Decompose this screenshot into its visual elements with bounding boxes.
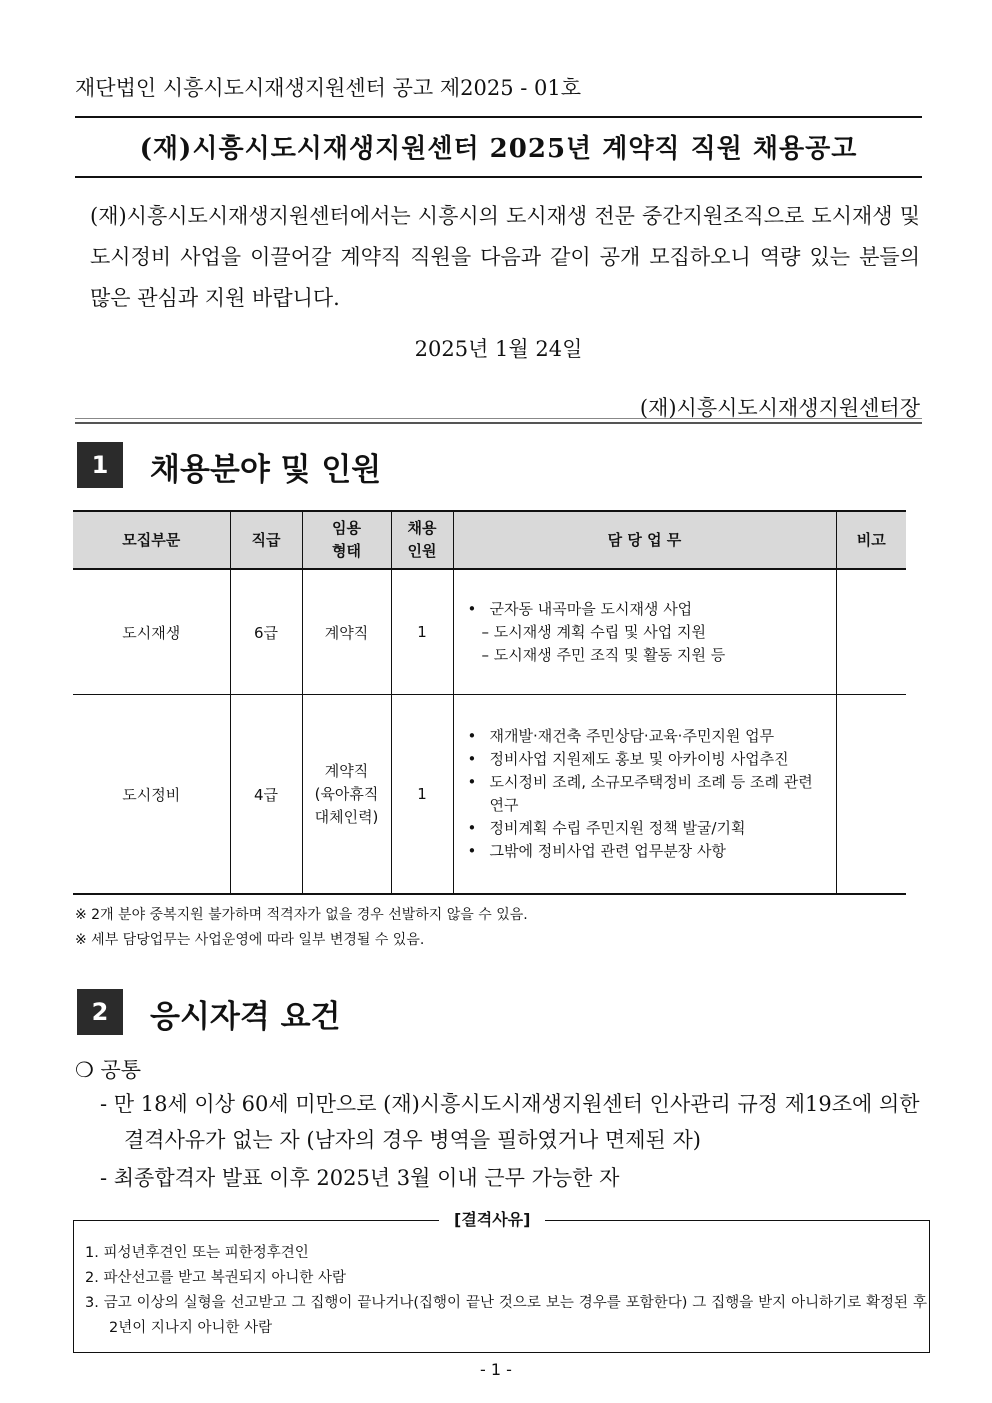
duty-item: • 그밖에 정비사업 관련 업무분장 사항: [464, 840, 828, 863]
disqualification-list: [85, 1241, 927, 1341]
announcement-date: 2025년 1월 24일: [414, 337, 583, 361]
recruitment-table: [73, 510, 906, 895]
table-row: [73, 695, 906, 895]
duty-item: • 정비사업 지원제도 홍보 및 아카이빙 사업추진: [464, 748, 828, 771]
table-row: [73, 569, 906, 695]
section-1-number: 1: [77, 442, 123, 488]
requirement-item: - 최종합격자 발표 이후 2025년 3월 이내 근무 가능한 자: [100, 1166, 620, 1190]
note-item: ※ 세부 담당업무는 사업운영에 따라 일부 변경될 수 있음.: [75, 932, 425, 948]
header-grade: 직급: [230, 511, 302, 569]
common-label: ❍ 공통: [75, 1058, 142, 1082]
duty-subitem: – 도시재생 계획 수립 및 사업 지원: [481, 622, 706, 641]
section-1-title: 채용분야 및 인원: [150, 452, 382, 488]
list-item: 2. 파산선고를 받고 복권되지 아니한 사람: [85, 1270, 346, 1286]
cell-grade: 6급: [230, 569, 302, 695]
cell-remarks: [836, 695, 906, 895]
title-top-rule: [75, 116, 922, 118]
list-item: 1. 피성년후견인 또는 피한정후견인: [85, 1245, 309, 1261]
page-title: (재)시흥시도시재생지원센터 2025년 계약직 직원 채용공고: [139, 134, 858, 164]
title-bottom-rule: [75, 176, 922, 178]
cell-duties: [453, 695, 836, 895]
requirement-item: - 만 18세 이상 60세 미만으로 (재)시흥시도시재생지원센터 인사관리 규정 제19조에 의한 결격사유가 없는 자 (남자의 경우 병역을 필하였거나 면제된 자): [100, 1092, 920, 1152]
cell-duties: [453, 569, 836, 695]
cell-employ-type: 계약직: [302, 569, 391, 695]
notice-number: 재단법인 시흥시도시재생지원센터 공고 제2025 - 01호: [75, 76, 582, 100]
signature: (재)시흥시도시재생지원센터장: [639, 396, 920, 420]
header-count: 채용 인원: [391, 511, 453, 569]
section-2-number: 2: [77, 989, 123, 1035]
duty-item: • 도시정비 조례, 소규모주택정비 조례 등 조례 관련 연구: [464, 771, 828, 817]
duty-item: • 군자동 내곡마을 도시재생 사업: [464, 598, 828, 621]
cell-count: 1: [391, 695, 453, 895]
disqualification-label: [결격사유]: [439, 1207, 545, 1230]
intro-paragraph: (재)시흥시도시재생지원센터에서는 시흥시의 도시재생 전문 중간지원조직으로 도시재생 및 도시정비 사업을 이끌어갈 계약직 직원을 다음과 같이 공개 모집하오니 역량 있는 분들의 많은 관심과 지원 바랍니다.: [90, 204, 920, 310]
table-header-row: [73, 511, 906, 569]
cell-count: 1: [391, 569, 453, 695]
duty-item: • 재개발·재건축 주민상담·교육·주민지원 업무: [464, 725, 828, 748]
list-item: 3. 금고 이상의 실형을 선고받고 그 집행이 끝나거나(집행이 끝난 것으로 보는 경우를 포함한다) 그 집행을 받지 아니하기로 확정된 후 2년이 지나지 아니한 사람: [85, 1295, 927, 1336]
duty-item: • 정비계획 수립 주민지원 정책 발굴/기획: [464, 817, 828, 840]
cell-employ-type: 계약직 (육아휴직 대체인력): [302, 695, 391, 895]
duty-subitem: – 도시재생 주민 조직 및 활동 지원 등: [481, 645, 726, 664]
note-item: ※ 2개 분야 중복지원 불가하며 적격자가 없을 경우 선발하지 않을 수 있음.: [75, 907, 528, 923]
double-divider: [75, 418, 922, 424]
cell-dept: 도시재생: [73, 569, 230, 695]
table-notes: [75, 903, 528, 953]
header-remarks: 비고: [836, 511, 906, 569]
cell-dept: 도시정비: [73, 695, 230, 895]
cell-grade: 4급: [230, 695, 302, 895]
page-number: - 1 -: [480, 1360, 512, 1379]
header-employ-type: 임용 형태: [302, 511, 391, 569]
header-dept: 모집부문: [73, 511, 230, 569]
section-2-title: 응시자격 요건: [150, 999, 341, 1035]
header-duties: 담 당 업 무: [453, 511, 836, 569]
cell-remarks: [836, 569, 906, 695]
